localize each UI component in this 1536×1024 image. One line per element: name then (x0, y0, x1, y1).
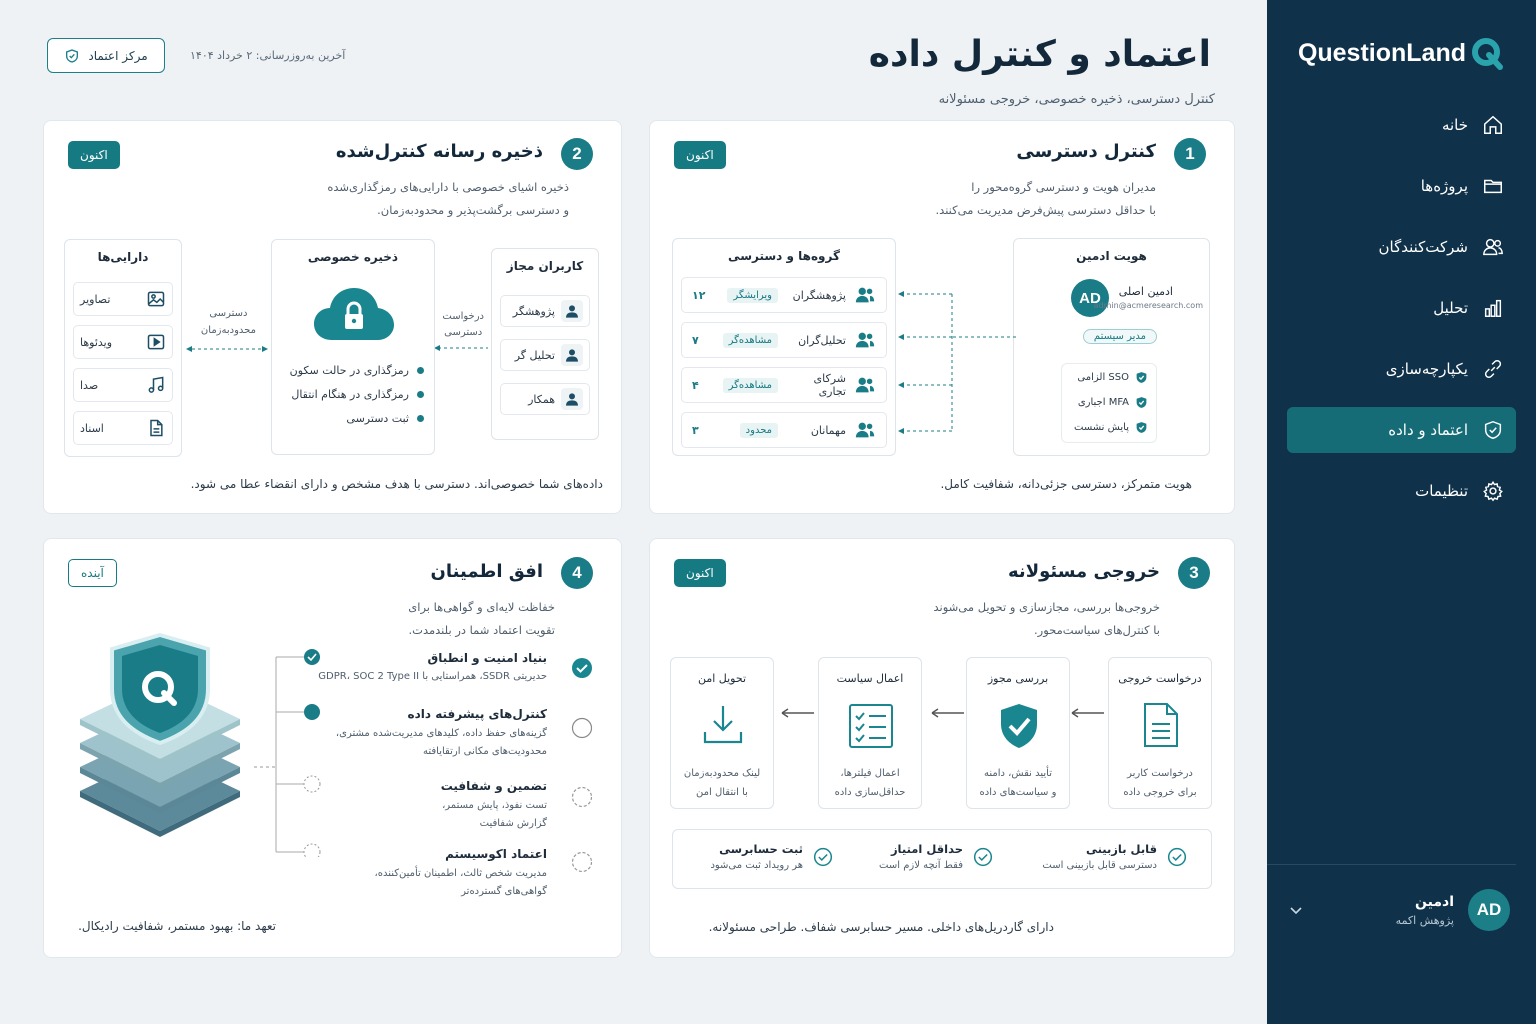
asset-row[interactable] (73, 411, 173, 445)
group-count: ۷ (692, 333, 699, 347)
check-shield-icon (1135, 371, 1148, 384)
groups-box-title: گروه‌ها و دسترسی (728, 249, 840, 263)
status-badge: اکنون (68, 141, 120, 169)
user-row[interactable] (500, 295, 590, 327)
arrow-left-icon (780, 707, 816, 719)
music-icon (146, 375, 166, 395)
nav-item-projects[interactable] (1287, 163, 1516, 209)
group-count: ۱۲ (692, 288, 706, 302)
group-role: مشاهده‌گر (723, 333, 778, 348)
check-shield-icon (1135, 421, 1148, 434)
card-assurance-horizon (43, 538, 622, 958)
image-icon (146, 289, 166, 309)
layer-item (374, 845, 547, 901)
card-title: افق اطمینان (430, 561, 543, 582)
user-label: پژوهشگر (512, 304, 555, 318)
step-desc-line: با انتقال امن (696, 787, 748, 798)
users-icon (854, 329, 876, 351)
layer-desc: تست نفوذ، پایش مستمر، (442, 800, 547, 811)
asset-label: صدا (80, 378, 99, 392)
property-sub: هر رویداد ثبت می‌شود (710, 860, 803, 871)
card-title: ذخیره رسانه کنترل‌شده (335, 141, 543, 162)
layer-desc: گواهی‌های گسترده‌تر (461, 886, 547, 897)
step-desc-line: اعمال فیلترها، (840, 768, 900, 779)
sidebar-divider (1267, 864, 1516, 865)
status-badge: آینده (68, 559, 117, 587)
step-desc (967, 764, 1069, 802)
circle-dashed-icon (571, 786, 593, 808)
export-step-policy (818, 657, 922, 809)
group-row[interactable] (681, 277, 887, 313)
last-updated: آخرین به‌روزرسانی: ۲ خرداد ۱۴۰۴ (190, 49, 346, 62)
step-desc-line: برای خروجی داده (1123, 787, 1197, 798)
card-responsible-export (649, 538, 1235, 958)
group-name: مهمانان (810, 423, 846, 437)
export-properties (672, 829, 1212, 889)
check-item (1078, 396, 1148, 409)
storage-feature (290, 364, 424, 377)
user-icon (564, 347, 580, 363)
asset-row[interactable] (73, 282, 173, 316)
storage-feature-label: رمزگذاری در حالت سکون (289, 364, 409, 377)
export-step-delivery (670, 657, 774, 809)
card-title: خروجی مسئولانه (1008, 561, 1160, 582)
property-title: حداقل امتیاز (890, 842, 963, 856)
step-desc-line: درخواست کاربر (1127, 768, 1193, 779)
nav-label: پروژه‌ها (1420, 177, 1468, 195)
layered-shield-icon (70, 631, 250, 863)
chart-icon (1482, 297, 1504, 319)
step-title: درخواست خروجی (1118, 672, 1202, 685)
sidebar (1267, 0, 1536, 1024)
admin-name: ادمین اصلی (1118, 285, 1173, 298)
step-desc-line: لینک محدودبه‌زمان (683, 768, 761, 779)
security-checks (1061, 363, 1157, 443)
desc-line: خروجی‌ها بررسی، مجازسازی و تحویل می‌شوند (933, 600, 1160, 614)
user-row[interactable] (500, 383, 590, 415)
group-name: شرکای تجاری (813, 372, 846, 398)
card-controlled-storage (43, 120, 622, 514)
circle-dashed-icon (571, 851, 593, 873)
step-number: 1 (1174, 138, 1206, 170)
step-desc (671, 764, 773, 802)
status-badge: اکنون (674, 141, 726, 169)
desc-line: و دسترسی برگشت‌پذیر و محدودبه‌زمان. (377, 203, 569, 217)
export-step-request (1108, 657, 1212, 809)
nav-item-participants[interactable] (1287, 224, 1516, 270)
assets-box-title: دارایی‌ها (97, 250, 149, 264)
card-footer: هویت متمرکز، دسترسی جزئی‌دانه، شفافیت کامل. (940, 477, 1192, 491)
check-circle-icon (1167, 847, 1187, 867)
group-role: مشاهده‌گر (723, 378, 778, 393)
users-icon (854, 374, 876, 396)
property-sub: فقط آنچه لازم است (879, 860, 963, 871)
private-storage-box (271, 239, 435, 455)
time-limited-label (201, 305, 256, 339)
property-title: ثبت حسابرسی (719, 842, 803, 856)
user-name: ادمین (1415, 893, 1454, 910)
home-icon (1482, 114, 1504, 136)
shield-check-icon (997, 702, 1041, 750)
layer-desc: مدیریت شخص ثالث، اطمینان تأمین‌کننده، (374, 868, 547, 879)
nav-item-integrations[interactable] (1287, 346, 1516, 392)
bullet-icon (417, 415, 424, 422)
user-menu[interactable] (1288, 888, 1510, 932)
bullet-icon (417, 391, 424, 398)
card-footer: داده‌های شما خصوصی‌اند. دسترسی با هدف مشخص و دارای انقضاء عطا می شود. (190, 477, 603, 491)
bullet-icon (417, 367, 424, 374)
avatar: AD (1468, 889, 1510, 931)
storage-feature (346, 412, 424, 425)
brand-logo[interactable] (1298, 36, 1504, 70)
step-title: تحویل امن (697, 672, 747, 685)
admin-box-title: هویت ادمین (1076, 249, 1147, 263)
desc-line: تقویت اعتماد شما در بلندمدت. (408, 623, 555, 637)
step-number: 4 (561, 557, 593, 589)
layer-title: اعتماد اکوسیستم (445, 847, 547, 861)
page-title: اعتماد و کنترل داده (868, 34, 1211, 75)
trust-center-button[interactable] (47, 38, 165, 73)
group-name: پژوهشگران (792, 288, 846, 302)
check-circle-icon (813, 847, 833, 867)
card-access-control (649, 120, 1235, 514)
group-row[interactable] (681, 367, 887, 403)
video-icon (146, 332, 166, 352)
circle-empty-icon (571, 717, 593, 739)
asset-label: ویدئوها (80, 335, 113, 349)
asset-row[interactable] (73, 325, 173, 359)
document-icon (146, 418, 166, 438)
group-connectors (896, 281, 1016, 441)
layer-title: بنیاد امنیت و انطباق (427, 651, 547, 665)
q-logo-icon (1470, 36, 1504, 70)
step-number: 2 (561, 138, 593, 170)
check-item (1077, 371, 1148, 384)
card-title: کنترل دسترسی (1016, 141, 1156, 162)
users-box-title: کاربران مجاز (506, 259, 584, 273)
user-label: تحلیل گر (514, 348, 555, 362)
group-role: محدود (740, 423, 778, 438)
assets-box (64, 239, 182, 457)
admin-identity-box (1013, 238, 1210, 456)
gear-icon (1482, 480, 1504, 502)
group-count: ۳ (692, 423, 699, 437)
layer-desc: محدودیت‌های مکانی ارتقایافته (423, 746, 547, 757)
card-description (933, 596, 1160, 642)
shield-icon (1482, 419, 1504, 441)
group-row[interactable] (681, 322, 887, 358)
nav-label: تحلیل (1433, 299, 1468, 317)
group-count: ۴ (692, 378, 699, 392)
property-item (710, 842, 833, 871)
layer-desc: حدیریتی SSDR، همراستایی با GDPR، SOC 2 Type II (318, 671, 547, 682)
nav-label: شرکت‌کنندگان (1378, 238, 1468, 256)
arrow-label-line: درخواست (442, 311, 484, 322)
card-description (408, 596, 555, 642)
check-circle-icon (973, 847, 993, 867)
layer-title: کنترل‌های پیشرفته داده (407, 707, 547, 721)
arrow-label-line: دسترسی (209, 308, 248, 319)
user-label: همکار (528, 392, 555, 406)
desc-line: مدیران هویت و دسترسی گروه‌محور را (971, 180, 1156, 194)
authorized-users-box (491, 248, 599, 440)
arrow-left-icon (1070, 707, 1106, 719)
cloud-lock-icon (314, 286, 394, 344)
step-desc (819, 764, 921, 802)
desc-line: با حداقل دسترسی پیش‌فرض مدیریت می‌کنند. (935, 203, 1156, 217)
user-org: پژوهش اکمه (1395, 913, 1454, 927)
card-footer: تعهد ما: بهبود مستمر، شفافیت رادیکال. (78, 919, 276, 933)
group-name: تحلیل‌گران (798, 333, 846, 347)
nav-item-home[interactable] (1287, 102, 1516, 148)
nav-label: اعتماد و داده (1388, 421, 1468, 439)
user-row[interactable] (500, 339, 590, 371)
step-desc-line: و سیاست‌های داده (979, 787, 1057, 798)
group-role: ویرایشگر (727, 288, 778, 303)
check-label: MFA اجباری (1077, 397, 1129, 408)
check-filled-icon (571, 657, 593, 679)
sidebar-nav (1267, 102, 1536, 529)
check-label: SSO الزامی (1077, 372, 1129, 383)
arrow-label-line: دسترسی (444, 327, 483, 338)
property-title: قابل بازبینی (1085, 842, 1157, 856)
asset-label: اسناد (80, 421, 104, 435)
group-row[interactable] (681, 412, 887, 448)
layer-item (318, 651, 547, 682)
export-step-review (966, 657, 1070, 809)
document-icon (1141, 702, 1181, 748)
nav-item-trust-data[interactable] (1287, 407, 1516, 453)
request-arrow-icon (434, 343, 488, 353)
desc-line: با کنترل‌های سیاست‌محور. (1034, 623, 1160, 637)
admin-email: admin@acmeresearch.com (1093, 301, 1203, 310)
storage-feature (291, 388, 424, 401)
users-icon (854, 284, 876, 306)
property-item (1042, 842, 1187, 871)
check-item (1074, 421, 1148, 434)
arrow-left-icon (930, 707, 966, 719)
layer-desc: گزینه‌های حفظ داده، کلیدهای مدیریت‌شده مشتری، (335, 728, 547, 739)
chevron-down-icon[interactable] (1288, 902, 1304, 918)
step-number: 3 (1178, 557, 1210, 589)
desc-line: خفاظت لایه‌ای و گواهی‌ها برای (408, 600, 555, 614)
brand-name: QuestionLand (1297, 38, 1466, 67)
status-badge: اکنون (674, 559, 726, 587)
property-item (879, 842, 993, 871)
layer-item (441, 777, 547, 833)
nav-label: خانه (1441, 116, 1468, 134)
step-desc (1109, 764, 1211, 802)
shield-check-icon (64, 48, 80, 64)
page-subtitle: کنترل دسترسی، ذخیره خصوصی، خروجی مسئولانه (938, 92, 1215, 107)
arrow-label-line: محدودبه‌زمان (200, 325, 256, 336)
admin-avatar: AD (1071, 279, 1109, 317)
layer-desc: گزارش شفافیت (479, 818, 547, 829)
groups-box (672, 238, 896, 456)
layer-title: تضمین و شفافیت (440, 779, 547, 793)
step-title: اعمال سیاست (836, 672, 904, 685)
nav-item-analysis[interactable] (1287, 285, 1516, 331)
nav-item-settings[interactable] (1287, 468, 1516, 514)
step-desc-line: تأیید نقش، دامنه (983, 768, 1053, 779)
step-title: بررسی مجوز (987, 672, 1049, 685)
bidirectional-arrow-icon (186, 344, 268, 354)
storage-feature-label: رمزگذاری در هنگام انتقال (291, 388, 409, 401)
asset-row[interactable] (73, 368, 173, 402)
check-shield-icon (1135, 396, 1148, 409)
trust-center-label: مرکز اعتماد (88, 48, 148, 63)
user-icon (564, 391, 580, 407)
storage-feature-label: ثبت دسترسی (346, 412, 409, 425)
download-icon (701, 702, 745, 746)
step-desc-line: حداقل‌سازی داده (834, 787, 906, 798)
admin-role-badge: مدیر سیستم (1083, 329, 1157, 344)
card-footer: دارای گاردریل‌های داخلی. مسیر حسابرسی شفاف. طراحی مسئولانه. (708, 920, 1054, 934)
desc-line: ذخیره اشیای خصوصی با دارایی‌های رمزگذاری‌شده (327, 180, 569, 194)
request-access-label (442, 309, 484, 341)
storage-box-title: ذخیره خصوصی (307, 250, 399, 264)
nav-label: یکپارچه‌سازی (1385, 360, 1468, 378)
nav-label: تنظیمات (1415, 482, 1468, 500)
users-icon (854, 419, 876, 441)
folder-icon (1482, 175, 1504, 197)
link-icon (1482, 358, 1504, 380)
user-icon (564, 303, 580, 319)
check-label: پایش نشست (1074, 422, 1129, 433)
card-description (936, 176, 1157, 222)
layer-item (336, 705, 547, 761)
checklist-icon (847, 702, 895, 750)
asset-label: تصاویر (80, 292, 111, 306)
property-sub: دسترسی قابل بازبینی است (1042, 860, 1157, 871)
card-description (327, 176, 569, 222)
users-icon (1482, 236, 1504, 258)
